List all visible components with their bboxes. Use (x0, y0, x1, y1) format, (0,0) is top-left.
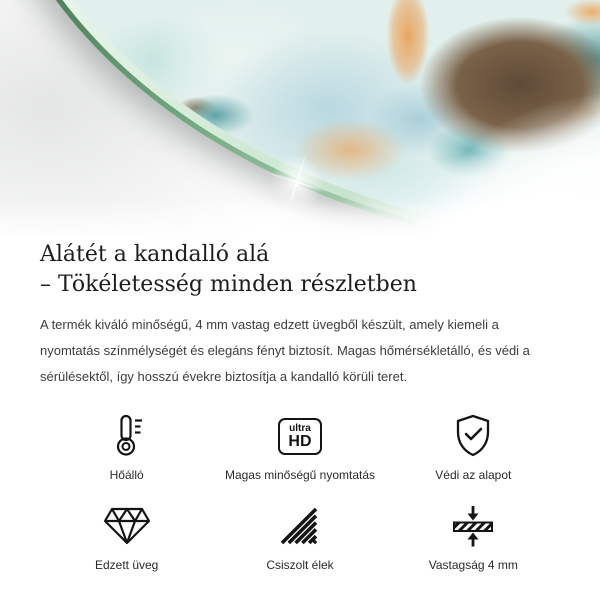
feature-label: Edzett üveg (94, 558, 159, 572)
feature-high-quality-print (213, 412, 386, 482)
title-line-2: – Tökéletesség minden részletben (40, 272, 417, 297)
feature-label: Csiszolt élek (266, 558, 334, 572)
feature-polished-edges (213, 502, 386, 572)
thermometer-icon (109, 412, 145, 460)
page-title (40, 240, 560, 300)
product-photo (0, 0, 600, 237)
shield-check-icon (451, 412, 495, 460)
ultra-hd-text-top: ultra (289, 422, 311, 434)
polished-edges-icon (278, 502, 322, 550)
feature-label: Védi az alapot (435, 468, 512, 482)
title-line-1: Alátét a kandalló alá (40, 242, 270, 267)
diamond-icon (103, 502, 151, 550)
feature-protects-base (387, 412, 560, 482)
feature-label: Magas minőségű nyomtatás (224, 468, 376, 482)
feature-label: Hőálló (109, 468, 144, 482)
ultra-hd-icon (278, 412, 322, 460)
feature-label: Vastagság 4 mm (428, 558, 518, 572)
ultra-hd-text-bottom: HD (288, 432, 312, 450)
feature-tempered-glass (40, 502, 213, 572)
product-description: A termék kiváló minőségű, 4 mm vastag edzett üvegből készült, amely kiemeli a nyomtatás színmélységét és elegáns fényt biztosít. Magas hőmérsékletálló, és védi a sérülésektől, így hosszú évekre biztosítja a kandalló körüli teret. (40, 317, 530, 384)
feature-heat-resistant (40, 412, 213, 482)
thickness-icon (451, 502, 495, 550)
description-section (0, 240, 600, 572)
feature-grid (40, 412, 560, 572)
feature-thickness (387, 502, 560, 572)
